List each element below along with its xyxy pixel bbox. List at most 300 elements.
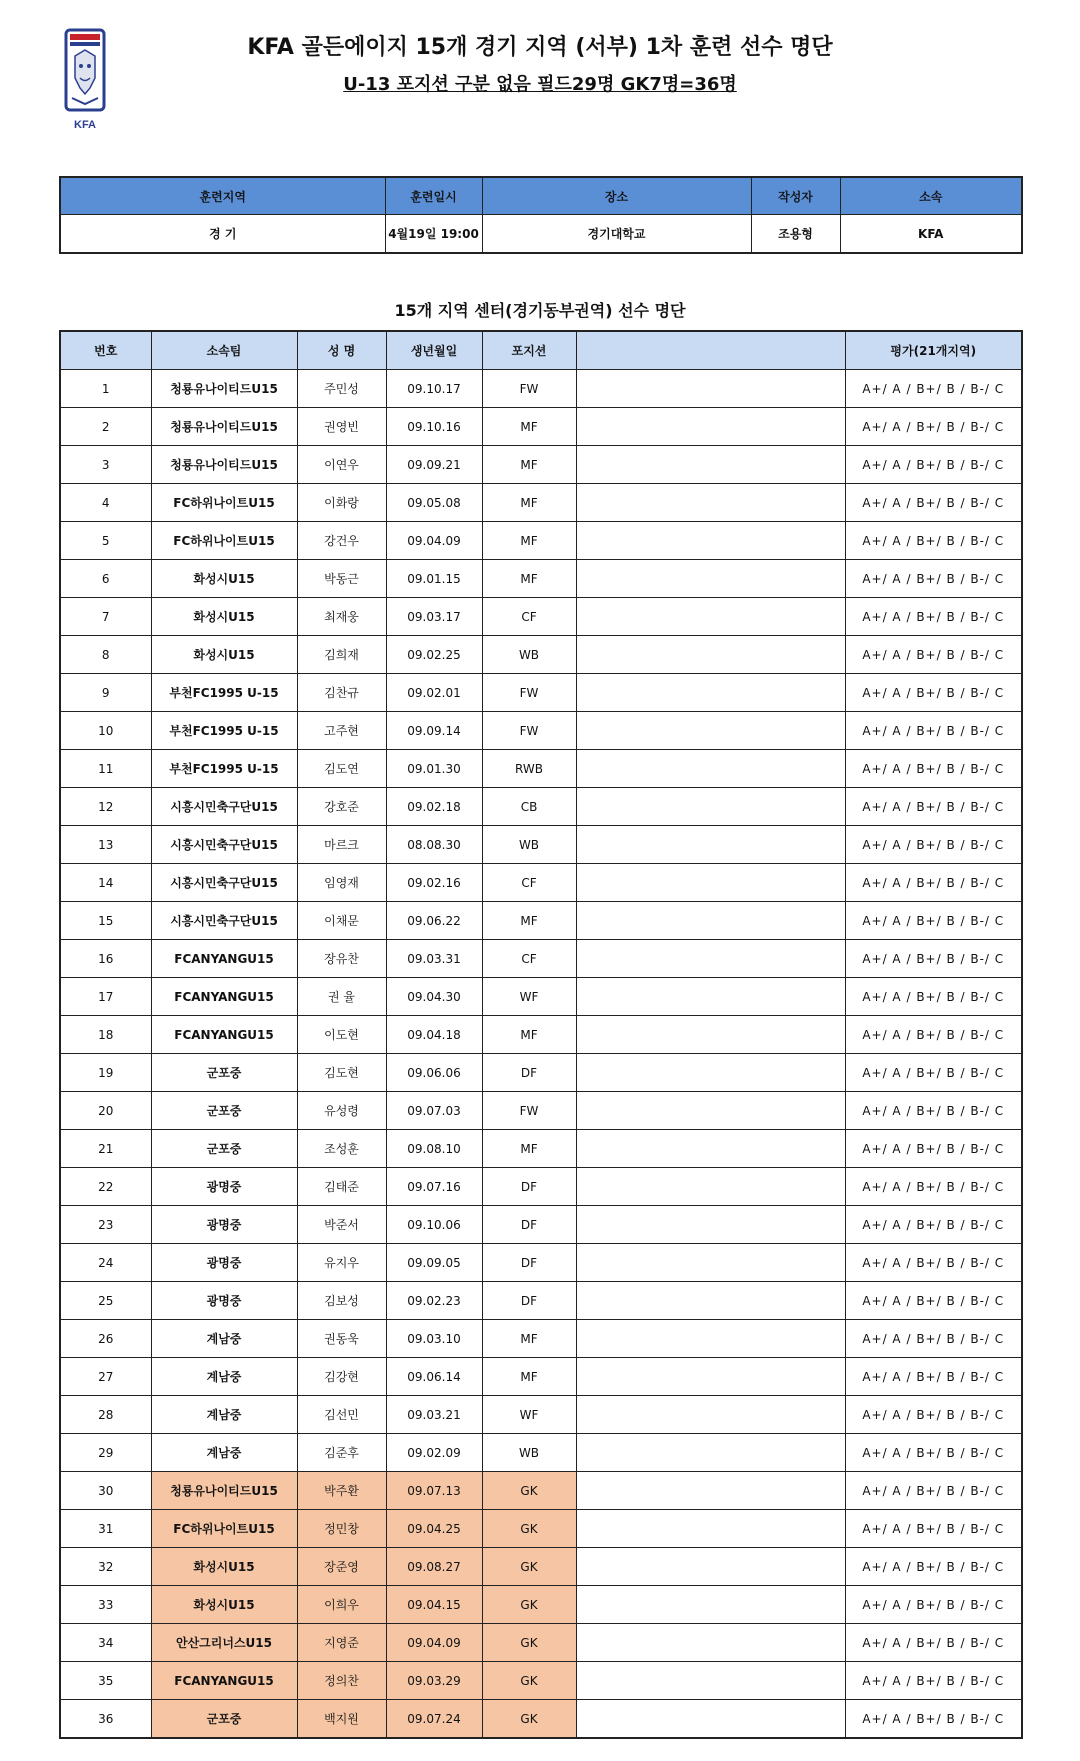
player-position: CF — [482, 864, 576, 902]
table-row — [60, 1358, 1022, 1396]
player-name: 유성령 — [297, 1092, 386, 1130]
player-number: 16 — [60, 940, 151, 978]
player-dob: 09.06.14 — [386, 1358, 482, 1396]
player-dob: 09.09.05 — [386, 1244, 482, 1282]
player-number: 1 — [60, 370, 151, 408]
player-notes — [576, 978, 845, 1016]
player-position: CF — [482, 940, 576, 978]
player-position: MF — [482, 408, 576, 446]
player-name: 이희우 — [297, 1586, 386, 1624]
info-header-region: 훈련지역 — [60, 177, 385, 215]
player-name: 강호준 — [297, 788, 386, 826]
player-name: 김희재 — [297, 636, 386, 674]
player-notes — [576, 826, 845, 864]
player-number: 34 — [60, 1624, 151, 1662]
training-info-table — [59, 176, 1023, 254]
player-position: MF — [482, 902, 576, 940]
player-notes — [576, 674, 845, 712]
player-dob: 09.09.14 — [386, 712, 482, 750]
player-number: 22 — [60, 1168, 151, 1206]
header-name: 성 명 — [297, 331, 386, 370]
player-number: 18 — [60, 1016, 151, 1054]
player-name: 김선민 — [297, 1396, 386, 1434]
player-number: 23 — [60, 1206, 151, 1244]
player-number: 27 — [60, 1358, 151, 1396]
player-notes — [576, 560, 845, 598]
table-row — [60, 750, 1022, 788]
player-evaluation: A+/ A / B+/ B / B-/ C — [845, 1358, 1022, 1396]
table-row — [60, 1510, 1022, 1548]
table-row — [60, 1320, 1022, 1358]
player-notes — [576, 484, 845, 522]
table-row — [60, 560, 1022, 598]
info-author: 조용형 — [751, 215, 840, 254]
player-position: DF — [482, 1206, 576, 1244]
table-row — [60, 1434, 1022, 1472]
player-evaluation: A+/ A / B+/ B / B-/ C — [845, 1472, 1022, 1510]
player-number: 29 — [60, 1434, 151, 1472]
player-team: 군포중 — [151, 1130, 297, 1168]
player-evaluation: A+/ A / B+/ B / B-/ C — [845, 1548, 1022, 1586]
page-subtitle: U-13 포지션 구분 없음 필드29명 GK7명=36명 — [343, 74, 737, 95]
player-evaluation: A+/ A / B+/ B / B-/ C — [845, 598, 1022, 636]
player-position: DF — [482, 1244, 576, 1282]
info-value-row — [60, 215, 1022, 254]
player-name: 권 율 — [297, 978, 386, 1016]
player-team: 시흥시민축구단U15 — [151, 826, 297, 864]
player-team: FCANYANGU15 — [151, 940, 297, 978]
player-evaluation: A+/ A / B+/ B / B-/ C — [845, 1624, 1022, 1662]
player-notes — [576, 522, 845, 560]
table-row — [60, 1586, 1022, 1624]
player-evaluation: A+/ A / B+/ B / B-/ C — [845, 1700, 1022, 1739]
player-dob: 09.04.09 — [386, 522, 482, 560]
player-notes — [576, 1434, 845, 1472]
player-evaluation: A+/ A / B+/ B / B-/ C — [845, 1168, 1022, 1206]
player-name: 임영재 — [297, 864, 386, 902]
player-position: FW — [482, 674, 576, 712]
player-notes — [576, 940, 845, 978]
player-notes — [576, 446, 845, 484]
logo-text: KFA — [74, 119, 96, 131]
player-evaluation: A+/ A / B+/ B / B-/ C — [845, 1586, 1022, 1624]
player-dob: 09.01.15 — [386, 560, 482, 598]
player-number: 11 — [60, 750, 151, 788]
player-position: MF — [482, 1016, 576, 1054]
player-dob: 09.02.09 — [386, 1434, 482, 1472]
player-evaluation: A+/ A / B+/ B / B-/ C — [845, 1434, 1022, 1472]
player-evaluation: A+/ A / B+/ B / B-/ C — [845, 712, 1022, 750]
player-name: 박주환 — [297, 1472, 386, 1510]
player-notes — [576, 598, 845, 636]
page-title: KFA 골든에이지 15개 경기 지역 (서부) 1차 훈련 선수 명단 — [247, 35, 833, 60]
player-name: 박준서 — [297, 1206, 386, 1244]
player-position: FW — [482, 370, 576, 408]
info-venue: 경기대학교 — [482, 215, 751, 254]
player-evaluation: A+/ A / B+/ B / B-/ C — [845, 788, 1022, 826]
player-dob: 09.02.18 — [386, 788, 482, 826]
player-name: 박동근 — [297, 560, 386, 598]
player-dob: 09.03.29 — [386, 1662, 482, 1700]
player-position: DF — [482, 1282, 576, 1320]
player-team: 청룡유나이티드U15 — [151, 1472, 297, 1510]
player-team: 시흥시민축구단U15 — [151, 864, 297, 902]
player-evaluation: A+/ A / B+/ B / B-/ C — [845, 560, 1022, 598]
player-dob: 09.10.16 — [386, 408, 482, 446]
player-evaluation: A+/ A / B+/ B / B-/ C — [845, 864, 1022, 902]
table-row — [60, 1472, 1022, 1510]
player-number: 32 — [60, 1548, 151, 1586]
player-evaluation: A+/ A / B+/ B / B-/ C — [845, 1320, 1022, 1358]
player-team: 화성시U15 — [151, 598, 297, 636]
table-row — [60, 712, 1022, 750]
player-number: 28 — [60, 1396, 151, 1434]
player-evaluation: A+/ A / B+/ B / B-/ C — [845, 750, 1022, 788]
table-row — [60, 902, 1022, 940]
player-evaluation: A+/ A / B+/ B / B-/ C — [845, 1054, 1022, 1092]
player-dob: 09.04.09 — [386, 1624, 482, 1662]
player-position: MF — [482, 560, 576, 598]
player-team: 광명중 — [151, 1244, 297, 1282]
player-team: 시흥시민축구단U15 — [151, 788, 297, 826]
player-position: FW — [482, 712, 576, 750]
table-row — [60, 1206, 1022, 1244]
player-evaluation: A+/ A / B+/ B / B-/ C — [845, 636, 1022, 674]
player-team: 부천FC1995 U-15 — [151, 674, 297, 712]
table-row — [60, 1662, 1022, 1700]
table-row — [60, 1092, 1022, 1130]
player-evaluation: A+/ A / B+/ B / B-/ C — [845, 1092, 1022, 1130]
player-team: 군포중 — [151, 1700, 297, 1739]
player-team: 화성시U15 — [151, 1548, 297, 1586]
player-number: 33 — [60, 1586, 151, 1624]
player-number: 12 — [60, 788, 151, 826]
player-evaluation: A+/ A / B+/ B / B-/ C — [845, 1244, 1022, 1282]
player-notes — [576, 1510, 845, 1548]
player-number: 5 — [60, 522, 151, 560]
player-team: 군포중 — [151, 1054, 297, 1092]
player-notes — [576, 1016, 845, 1054]
player-dob: 09.04.30 — [386, 978, 482, 1016]
table-row — [60, 1054, 1022, 1092]
player-team: 청룡유나이티드U15 — [151, 370, 297, 408]
player-notes — [576, 1358, 845, 1396]
player-name: 백지원 — [297, 1700, 386, 1739]
player-team: 화성시U15 — [151, 1586, 297, 1624]
player-team: 시흥시민축구단U15 — [151, 902, 297, 940]
player-position: WF — [482, 978, 576, 1016]
player-number: 21 — [60, 1130, 151, 1168]
player-team: 광명중 — [151, 1168, 297, 1206]
player-name: 강건우 — [297, 522, 386, 560]
table-row — [60, 1244, 1022, 1282]
player-name: 마르크 — [297, 826, 386, 864]
player-position: GK — [482, 1662, 576, 1700]
table-row — [60, 1624, 1022, 1662]
player-dob: 09.04.25 — [386, 1510, 482, 1548]
player-number: 10 — [60, 712, 151, 750]
player-number: 26 — [60, 1320, 151, 1358]
player-team: 계남중 — [151, 1358, 297, 1396]
table-row — [60, 940, 1022, 978]
header-evaluation: 평가(21개지역) — [845, 331, 1022, 370]
player-number: 3 — [60, 446, 151, 484]
player-team: 부천FC1995 U-15 — [151, 712, 297, 750]
table-row — [60, 1396, 1022, 1434]
player-notes — [576, 1092, 845, 1130]
table-row — [60, 1130, 1022, 1168]
player-notes — [576, 1244, 845, 1282]
player-dob: 09.08.10 — [386, 1130, 482, 1168]
player-position: MF — [482, 1130, 576, 1168]
table-row — [60, 370, 1022, 408]
player-notes — [576, 1054, 845, 1092]
info-region: 경 기 — [60, 215, 385, 254]
player-team: FC하위나이트U15 — [151, 522, 297, 560]
player-position: CF — [482, 598, 576, 636]
player-name: 지영준 — [297, 1624, 386, 1662]
player-name: 최재웅 — [297, 598, 386, 636]
player-evaluation: A+/ A / B+/ B / B-/ C — [845, 978, 1022, 1016]
player-team: 계남중 — [151, 1396, 297, 1434]
player-number: 14 — [60, 864, 151, 902]
player-position: WB — [482, 826, 576, 864]
player-position: MF — [482, 1358, 576, 1396]
player-name: 김도현 — [297, 1054, 386, 1092]
table-row — [60, 864, 1022, 902]
roster-table — [59, 330, 1023, 1739]
player-number: 13 — [60, 826, 151, 864]
header-blank — [576, 331, 845, 370]
player-name: 김도연 — [297, 750, 386, 788]
player-team: FCANYANGU15 — [151, 978, 297, 1016]
player-number: 31 — [60, 1510, 151, 1548]
player-dob: 09.03.31 — [386, 940, 482, 978]
player-position: MF — [482, 522, 576, 560]
player-position: WB — [482, 1434, 576, 1472]
table-row — [60, 1282, 1022, 1320]
player-notes — [576, 1700, 845, 1739]
table-row — [60, 788, 1022, 826]
player-dob: 09.04.18 — [386, 1016, 482, 1054]
info-datetime: 4월19일 19:00 — [385, 215, 482, 254]
player-name: 장유찬 — [297, 940, 386, 978]
player-name: 권영빈 — [297, 408, 386, 446]
player-name: 김준후 — [297, 1434, 386, 1472]
table-row — [60, 522, 1022, 560]
player-dob: 09.02.16 — [386, 864, 482, 902]
player-notes — [576, 788, 845, 826]
player-dob: 09.06.22 — [386, 902, 482, 940]
player-dob: 09.08.27 — [386, 1548, 482, 1586]
roster-header-row — [60, 331, 1022, 370]
player-position: MF — [482, 1320, 576, 1358]
player-name: 고주현 — [297, 712, 386, 750]
player-number: 25 — [60, 1282, 151, 1320]
player-position: GK — [482, 1624, 576, 1662]
table-row — [60, 484, 1022, 522]
player-dob: 09.03.10 — [386, 1320, 482, 1358]
player-dob: 09.07.13 — [386, 1472, 482, 1510]
player-dob: 09.07.24 — [386, 1700, 482, 1739]
player-position: MF — [482, 484, 576, 522]
player-dob: 09.04.15 — [386, 1586, 482, 1624]
header-number: 번호 — [60, 331, 151, 370]
player-evaluation: A+/ A / B+/ B / B-/ C — [845, 1282, 1022, 1320]
player-number: 4 — [60, 484, 151, 522]
player-team: 광명중 — [151, 1206, 297, 1244]
player-dob: 09.02.25 — [386, 636, 482, 674]
player-team: 화성시U15 — [151, 560, 297, 598]
table-row — [60, 636, 1022, 674]
player-team: 계남중 — [151, 1434, 297, 1472]
player-notes — [576, 1586, 845, 1624]
info-header-datetime: 훈련일시 — [385, 177, 482, 215]
player-dob: 09.05.08 — [386, 484, 482, 522]
player-dob: 09.09.21 — [386, 446, 482, 484]
info-header-venue: 장소 — [482, 177, 751, 215]
player-notes — [576, 1206, 845, 1244]
player-team: FCANYANGU15 — [151, 1662, 297, 1700]
player-name: 김찬규 — [297, 674, 386, 712]
player-notes — [576, 864, 845, 902]
player-team: 군포중 — [151, 1092, 297, 1130]
player-number: 15 — [60, 902, 151, 940]
player-evaluation: A+/ A / B+/ B / B-/ C — [845, 1016, 1022, 1054]
player-notes — [576, 712, 845, 750]
player-evaluation: A+/ A / B+/ B / B-/ C — [845, 446, 1022, 484]
player-notes — [576, 1396, 845, 1434]
player-notes — [576, 370, 845, 408]
player-position: WB — [482, 636, 576, 674]
player-name: 장준영 — [297, 1548, 386, 1586]
player-team: 안산그리너스U15 — [151, 1624, 297, 1662]
player-team: 청룡유나이티드U15 — [151, 408, 297, 446]
player-notes — [576, 1624, 845, 1662]
player-position: GK — [482, 1548, 576, 1586]
table-row — [60, 978, 1022, 1016]
player-notes — [576, 1130, 845, 1168]
player-name: 이도현 — [297, 1016, 386, 1054]
header-position: 포지션 — [482, 331, 576, 370]
player-number: 24 — [60, 1244, 151, 1282]
player-name: 이연우 — [297, 446, 386, 484]
table-row — [60, 1168, 1022, 1206]
player-number: 20 — [60, 1092, 151, 1130]
player-position: MF — [482, 446, 576, 484]
player-number: 30 — [60, 1472, 151, 1510]
player-dob: 09.10.06 — [386, 1206, 482, 1244]
player-position: GK — [482, 1700, 576, 1739]
player-name: 주민성 — [297, 370, 386, 408]
header-dob: 생년월일 — [386, 331, 482, 370]
player-name: 이화랑 — [297, 484, 386, 522]
player-position: DF — [482, 1054, 576, 1092]
player-position: WF — [482, 1396, 576, 1434]
player-dob: 09.03.17 — [386, 598, 482, 636]
player-number: 7 — [60, 598, 151, 636]
player-dob: 09.03.21 — [386, 1396, 482, 1434]
player-name: 정민창 — [297, 1510, 386, 1548]
player-name: 조성훈 — [297, 1130, 386, 1168]
player-team: FC하위나이트U15 — [151, 1510, 297, 1548]
player-position: RWB — [482, 750, 576, 788]
player-evaluation: A+/ A / B+/ B / B-/ C — [845, 826, 1022, 864]
player-evaluation: A+/ A / B+/ B / B-/ C — [845, 940, 1022, 978]
player-notes — [576, 902, 845, 940]
player-number: 8 — [60, 636, 151, 674]
player-name: 권동욱 — [297, 1320, 386, 1358]
player-evaluation: A+/ A / B+/ B / B-/ C — [845, 1206, 1022, 1244]
player-dob: 09.02.01 — [386, 674, 482, 712]
player-position: CB — [482, 788, 576, 826]
player-notes — [576, 408, 845, 446]
info-affiliation: KFA — [840, 215, 1022, 254]
player-notes — [576, 1168, 845, 1206]
player-dob: 09.01.30 — [386, 750, 482, 788]
player-evaluation: A+/ A / B+/ B / B-/ C — [845, 1662, 1022, 1700]
player-name: 김태준 — [297, 1168, 386, 1206]
player-team: 화성시U15 — [151, 636, 297, 674]
player-evaluation: A+/ A / B+/ B / B-/ C — [845, 674, 1022, 712]
table-row — [60, 598, 1022, 636]
table-row — [60, 446, 1022, 484]
player-name: 이채문 — [297, 902, 386, 940]
table-row — [60, 1700, 1022, 1739]
table-row — [60, 826, 1022, 864]
player-evaluation: A+/ A / B+/ B / B-/ C — [845, 902, 1022, 940]
player-number: 17 — [60, 978, 151, 1016]
player-evaluation: A+/ A / B+/ B / B-/ C — [845, 1130, 1022, 1168]
player-team: 청룡유나이티드U15 — [151, 446, 297, 484]
player-evaluation: A+/ A / B+/ B / B-/ C — [845, 1396, 1022, 1434]
player-name: 김보성 — [297, 1282, 386, 1320]
player-number: 36 — [60, 1700, 151, 1739]
player-evaluation: A+/ A / B+/ B / B-/ C — [845, 370, 1022, 408]
player-notes — [576, 1548, 845, 1586]
player-notes — [576, 1282, 845, 1320]
player-evaluation: A+/ A / B+/ B / B-/ C — [845, 408, 1022, 446]
player-evaluation: A+/ A / B+/ B / B-/ C — [845, 484, 1022, 522]
player-team: FC하위나이트U15 — [151, 484, 297, 522]
player-notes — [576, 1472, 845, 1510]
player-notes — [576, 636, 845, 674]
player-dob: 08.08.30 — [386, 826, 482, 864]
player-dob: 09.07.03 — [386, 1092, 482, 1130]
info-header-affiliation: 소속 — [840, 177, 1022, 215]
player-dob: 09.07.16 — [386, 1168, 482, 1206]
player-position: DF — [482, 1168, 576, 1206]
player-dob: 09.02.23 — [386, 1282, 482, 1320]
player-number: 35 — [60, 1662, 151, 1700]
player-position: GK — [482, 1586, 576, 1624]
player-team: FCANYANGU15 — [151, 1016, 297, 1054]
info-header-row — [60, 177, 1022, 215]
player-dob: 09.10.17 — [386, 370, 482, 408]
player-dob: 09.06.06 — [386, 1054, 482, 1092]
player-team: 광명중 — [151, 1282, 297, 1320]
player-name: 정의찬 — [297, 1662, 386, 1700]
player-position: GK — [482, 1472, 576, 1510]
player-evaluation: A+/ A / B+/ B / B-/ C — [845, 1510, 1022, 1548]
player-number: 9 — [60, 674, 151, 712]
section-title: 15개 지역 센터(경기동부권역) 선수 명단 — [394, 301, 686, 320]
header-team: 소속팀 — [151, 331, 297, 370]
table-row — [60, 408, 1022, 446]
table-row — [60, 674, 1022, 712]
player-team: 계남중 — [151, 1320, 297, 1358]
player-position: FW — [482, 1092, 576, 1130]
